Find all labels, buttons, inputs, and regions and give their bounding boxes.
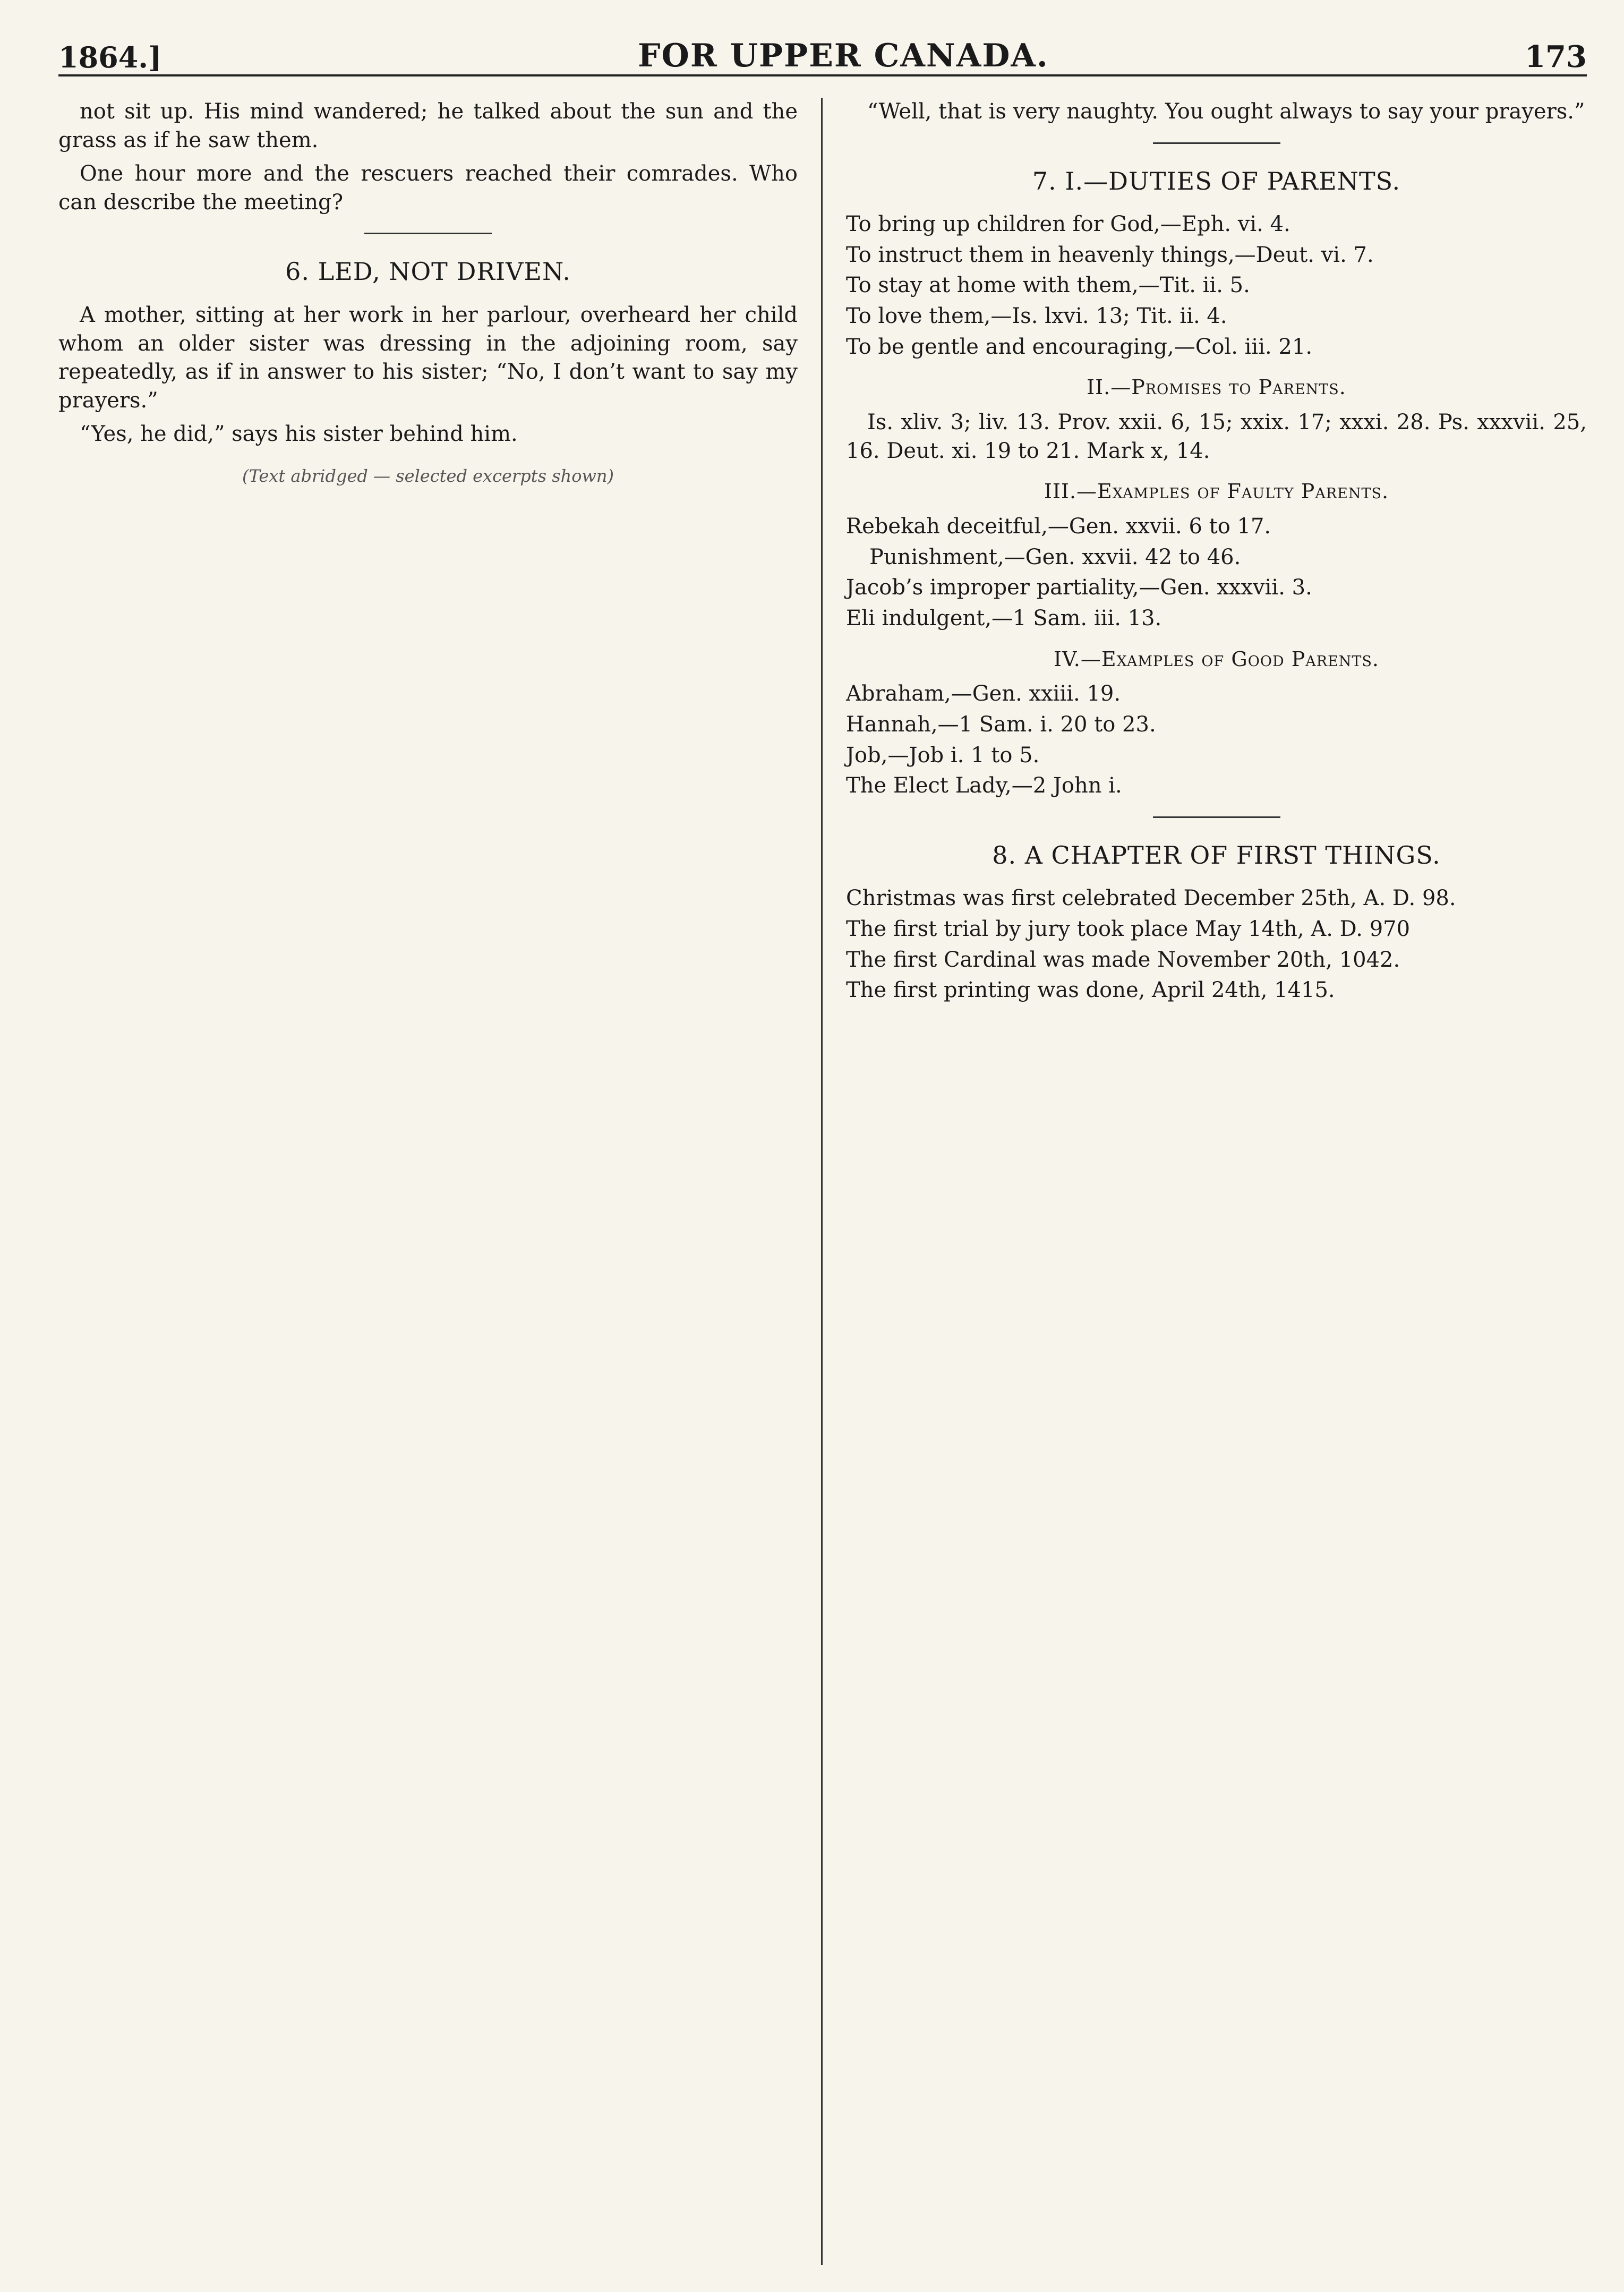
header-page-number: 173 <box>1525 39 1587 74</box>
page-header <box>58 21 1587 76</box>
duty-item: To love them,—Is. lxvi. 13; Tit. ii. 4. <box>846 304 1227 328</box>
two-column-body <box>58 98 1587 2265</box>
section-title-led-not-driven: 6. LED, NOT DRIVEN. <box>285 257 571 286</box>
promises-heading: II.—Promises to Parents. <box>1087 376 1346 399</box>
right-opening: “Well, that is very naughty. You ought always to say your prayers.” <box>867 99 1585 124</box>
closing-line: “Yes, he did,” says his sister behind him. <box>80 422 518 447</box>
abridged-note: (Text abridged — selected excerpts shown) <box>242 465 614 486</box>
duty-item: To stay at home with them,—Tit. ii. 5. <box>846 273 1250 298</box>
first-thing-item: The first Cardinal was made November 20th, 1042. <box>846 947 1400 972</box>
duty-item: To be gentle and encouraging,—Col. iii. 21. <box>846 334 1313 359</box>
left-intro: not sit up. His mind wandered; he talked about the sun and the grass as if he saw them. <box>58 99 798 152</box>
faulty-example-item: Punishment,—Gen. xxvii. 42 to 46. <box>869 544 1241 569</box>
faulty-heading: III.—Examples of Faulty Parents. <box>1044 480 1389 504</box>
faulty-list <box>846 513 1587 633</box>
first-things-list <box>846 884 1587 1004</box>
good-heading: IV.—Examples of Good Parents. <box>1053 647 1380 671</box>
faulty-example-item: Rebekah deceitful,—Gen. xxvii. 6 to 17. <box>846 514 1271 539</box>
promises-text: Is. xliv. 3; liv. 13. Prov. xxii. 6, 15; xxix. 17; xxxi. 28. Ps. xxxvii. 25, 16. Deut. xi. 19 to 21. Mark x, 14. <box>846 410 1587 463</box>
header-year: 1864.] <box>58 40 162 74</box>
good-example-item: Abraham,—Gen. xxiii. 19. <box>846 681 1121 706</box>
faulty-example-item: Eli indulgent,—1 Sam. iii. 13. <box>846 606 1162 630</box>
divider <box>1153 816 1280 818</box>
first-thing-item: The first trial by jury took place May 14th, A. D. 970 <box>846 917 1411 942</box>
faulty-example-item: Jacob’s improper partiality,—Gen. xxxvii. 3. <box>846 575 1312 600</box>
first-thing-item: The first printing was done, April 24th, 1415. <box>846 978 1335 1003</box>
divider <box>1153 142 1280 144</box>
duty-item: To bring up children for God,—Eph. vi. 4. <box>846 212 1290 237</box>
section-title-first-things: 8. A CHAPTER OF FIRST THINGS. <box>992 840 1441 870</box>
duty-item: To instruct them in heavenly things,—Deut. vi. 7. <box>846 242 1374 267</box>
section-excerpt: A mother, sitting at her work in her parlour, overheard her child whom an older sister was dressing in the adjoining room, say repeatedly, as if in answer to his sister; “No, I don’t want to say my prayers.” <box>58 303 798 413</box>
section-title-duties: 7. I.—DUTIES OF PARENTS. <box>1032 166 1401 195</box>
duties-list <box>846 210 1587 361</box>
good-example-item: The Elect Lady,—2 John i. <box>846 773 1122 798</box>
good-example-item: Hannah,—1 Sam. i. 20 to 23. <box>846 712 1156 737</box>
first-thing-item: Christmas was first celebrated December 25th, A. D. 98. <box>846 886 1456 911</box>
right-column <box>823 98 1587 2265</box>
header-title: FOR UPPER CANADA. <box>637 37 1049 74</box>
left-column <box>58 98 823 2265</box>
good-list <box>846 680 1587 800</box>
divider <box>364 233 492 234</box>
left-excerpt-2: One hour more and the rescuers reached their comrades. Who can describe the meeting? <box>58 161 798 215</box>
good-example-item: Job,—Job i. 1 to 5. <box>846 743 1040 768</box>
